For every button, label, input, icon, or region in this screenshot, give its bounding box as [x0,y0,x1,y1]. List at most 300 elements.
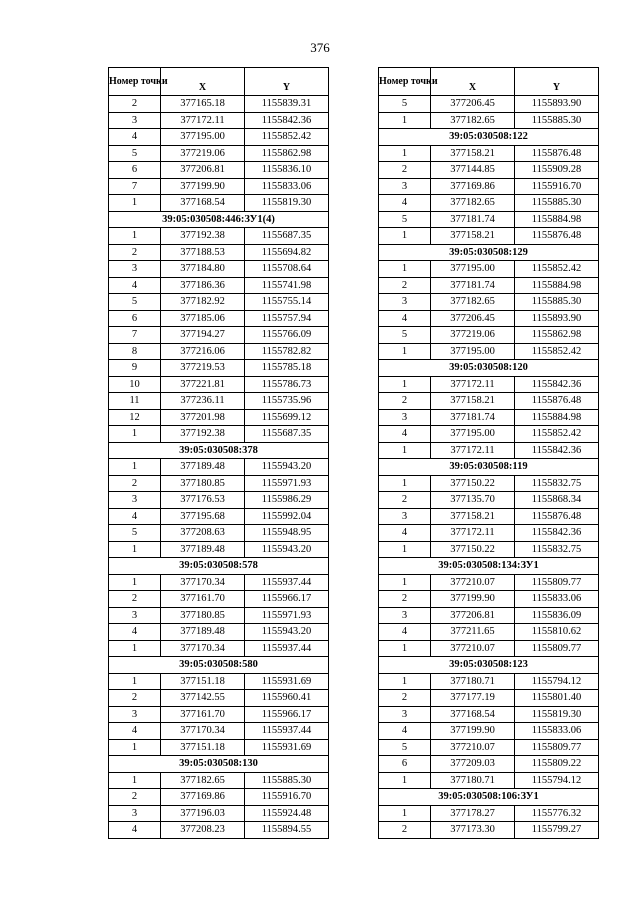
header-y: Y [515,68,599,96]
cadastral-number: 39:05:030508:446:ЗУ1(4) [109,211,329,228]
x-coordinate-cell: 377172.11 [431,376,515,393]
y-coordinate-cell: 1155839.31 [245,96,329,113]
point-number-cell: 5 [109,145,161,162]
table-header-row [109,68,329,96]
page-number: 376 [310,40,330,55]
y-coordinate-cell: 1155884.98 [515,277,599,294]
table-row [109,376,329,393]
x-coordinate-cell: 377199.90 [431,591,515,608]
table-row [109,607,329,624]
point-number-cell: 1 [379,376,431,393]
x-coordinate-cell: 377216.06 [161,343,245,360]
point-number-cell: 2 [379,393,431,410]
table-row [379,162,599,179]
point-number-cell: 7 [109,327,161,344]
table-header-row [379,68,599,96]
y-coordinate-cell: 1155852.42 [515,261,599,278]
table-row [379,706,599,723]
x-coordinate-cell: 377181.74 [431,211,515,228]
y-coordinate-cell: 1155782.82 [245,343,329,360]
x-coordinate-cell: 377177.19 [431,690,515,707]
y-coordinate-cell: 1155735.96 [245,393,329,410]
point-number-cell: 6 [109,310,161,327]
table-row [379,822,599,839]
table-row [379,640,599,657]
x-coordinate-cell: 377180.71 [431,673,515,690]
y-coordinate-cell: 1155842.36 [515,376,599,393]
x-coordinate-cell: 377195.00 [431,261,515,278]
point-number-cell: 1 [379,145,431,162]
y-coordinate-cell: 1155862.98 [515,327,599,344]
x-coordinate-cell: 377144.85 [431,162,515,179]
point-number-cell: 2 [379,690,431,707]
table-row [109,129,329,146]
y-coordinate-cell: 1155862.98 [245,145,329,162]
point-number-cell: 9 [109,360,161,377]
table-row [109,228,329,245]
x-coordinate-cell: 377210.07 [431,640,515,657]
x-coordinate-cell: 377172.11 [431,525,515,542]
y-coordinate-cell: 1155809.77 [515,574,599,591]
y-coordinate-cell: 1155786.73 [245,376,329,393]
x-coordinate-cell: 377208.63 [161,525,245,542]
table-row [109,574,329,591]
y-coordinate-cell: 1155931.69 [245,739,329,756]
point-number-cell: 3 [379,294,431,311]
x-coordinate-cell: 377199.90 [431,723,515,740]
table-row [109,162,329,179]
section-row [109,558,329,575]
point-number-cell: 1 [109,426,161,443]
point-number-cell: 4 [379,195,431,212]
y-coordinate-cell: 1155885.30 [515,112,599,129]
y-coordinate-cell: 1155801.40 [515,690,599,707]
point-number-cell: 3 [109,112,161,129]
point-number-cell: 1 [379,112,431,129]
x-coordinate-cell: 377188.53 [161,244,245,261]
y-coordinate-cell: 1155960.41 [245,690,329,707]
table-row [109,409,329,426]
x-coordinate-cell: 377182.65 [431,195,515,212]
x-coordinate-cell: 377158.21 [431,228,515,245]
table-row [379,145,599,162]
y-coordinate-cell: 1155766.09 [245,327,329,344]
table-row [109,327,329,344]
point-number-cell: 4 [109,508,161,525]
table-row [109,393,329,410]
point-number-cell: 4 [109,624,161,641]
section-row [379,789,599,806]
y-coordinate-cell: 1155943.20 [245,459,329,476]
x-coordinate-cell: 377181.74 [431,277,515,294]
table-row [379,739,599,756]
point-number-cell: 12 [109,409,161,426]
point-number-cell: 3 [379,706,431,723]
point-number-cell: 1 [109,459,161,476]
x-coordinate-cell: 377192.38 [161,228,245,245]
point-number-cell: 7 [109,178,161,195]
y-coordinate-cell: 1155687.35 [245,228,329,245]
table-row [109,343,329,360]
x-coordinate-cell: 377206.45 [431,310,515,327]
y-coordinate-cell: 1155943.20 [245,624,329,641]
point-number-cell: 3 [109,706,161,723]
table-row [109,624,329,641]
table-row [109,244,329,261]
y-coordinate-cell: 1155687.35 [245,426,329,443]
point-number-cell: 3 [379,607,431,624]
x-coordinate-cell: 377161.70 [161,591,245,608]
x-coordinate-cell: 377211.65 [431,624,515,641]
point-number-cell: 5 [109,294,161,311]
point-number-cell: 2 [109,591,161,608]
table-row [379,607,599,624]
point-number-cell: 4 [379,723,431,740]
point-number-cell: 5 [379,327,431,344]
y-coordinate-cell: 1155885.30 [515,294,599,311]
x-coordinate-cell: 377178.27 [431,805,515,822]
table-row [109,294,329,311]
cadastral-number: 39:05:030508:129 [379,244,599,261]
y-coordinate-cell: 1155937.44 [245,574,329,591]
point-number-cell: 3 [379,409,431,426]
cadastral-number: 39:05:030508:123 [379,657,599,674]
y-coordinate-cell: 1155876.48 [515,228,599,245]
y-coordinate-cell: 1155833.06 [515,591,599,608]
y-coordinate-cell: 1155852.42 [245,129,329,146]
y-coordinate-cell: 1155810.62 [515,624,599,641]
x-coordinate-cell: 377189.48 [161,624,245,641]
y-coordinate-cell: 1155757.94 [245,310,329,327]
y-coordinate-cell: 1155931.69 [245,673,329,690]
table-row [379,525,599,542]
x-coordinate-cell: 377135.70 [431,492,515,509]
table-row [379,310,599,327]
point-number-cell: 3 [109,805,161,822]
point-number-cell: 1 [109,195,161,212]
x-coordinate-cell: 377151.18 [161,673,245,690]
x-coordinate-cell: 377176.53 [161,492,245,509]
header-y: Y [245,68,329,96]
y-coordinate-cell: 1155836.09 [515,607,599,624]
y-coordinate-cell: 1155937.44 [245,723,329,740]
table-row [109,541,329,558]
table-row [109,706,329,723]
table-row [379,343,599,360]
y-coordinate-cell: 1155842.36 [515,442,599,459]
x-coordinate-cell: 377206.81 [431,607,515,624]
table-row [379,327,599,344]
cadastral-number: 39:05:030508:119 [379,459,599,476]
x-coordinate-cell: 377150.22 [431,541,515,558]
point-number-cell: 2 [109,475,161,492]
x-coordinate-cell: 377189.48 [161,541,245,558]
table-row [379,772,599,789]
x-coordinate-cell: 377186.36 [161,277,245,294]
point-number-cell: 4 [109,277,161,294]
point-number-cell: 4 [109,822,161,839]
table-row [109,195,329,212]
x-coordinate-cell: 377236.11 [161,393,245,410]
y-coordinate-cell: 1155842.36 [245,112,329,129]
table-row [109,673,329,690]
x-coordinate-cell: 377170.34 [161,574,245,591]
x-coordinate-cell: 377173.30 [431,822,515,839]
table-row [379,723,599,740]
y-coordinate-cell: 1155832.75 [515,541,599,558]
point-number-cell: 5 [109,525,161,542]
y-coordinate-cell: 1155833.06 [515,723,599,740]
table-row [379,261,599,278]
x-coordinate-cell: 377182.65 [431,294,515,311]
section-row [379,244,599,261]
section-row [109,442,329,459]
y-coordinate-cell: 1155876.48 [515,145,599,162]
point-number-cell: 5 [379,96,431,113]
x-coordinate-cell: 377199.90 [161,178,245,195]
y-coordinate-cell: 1155819.30 [515,706,599,723]
point-number-cell: 3 [109,261,161,278]
table-row [109,492,329,509]
y-coordinate-cell: 1155708.64 [245,261,329,278]
header-point-number: Номер точки [379,68,431,96]
table-row [109,261,329,278]
y-coordinate-cell: 1155948.95 [245,525,329,542]
y-coordinate-cell: 1155785.18 [245,360,329,377]
y-coordinate-cell: 1155832.75 [515,475,599,492]
table-row [379,195,599,212]
table-row [379,426,599,443]
point-number-cell: 5 [379,211,431,228]
point-number-cell: 4 [379,525,431,542]
x-coordinate-cell: 377194.27 [161,327,245,344]
cadastral-number: 39:05:030508:378 [109,442,329,459]
y-coordinate-cell: 1155884.98 [515,409,599,426]
table-body-left [109,96,329,839]
point-number-cell: 1 [109,541,161,558]
table-row [379,690,599,707]
point-number-cell: 2 [379,591,431,608]
x-coordinate-cell: 377221.81 [161,376,245,393]
section-row [109,211,329,228]
y-coordinate-cell: 1155842.36 [515,525,599,542]
table-row [379,409,599,426]
table-row [109,723,329,740]
x-coordinate-cell: 377208.23 [161,822,245,839]
x-coordinate-cell: 377170.34 [161,723,245,740]
table-row [109,690,329,707]
table-row [379,574,599,591]
point-number-cell: 2 [109,96,161,113]
x-coordinate-cell: 377181.74 [431,409,515,426]
point-number-cell: 4 [379,310,431,327]
table-row [379,805,599,822]
section-row [379,459,599,476]
x-coordinate-cell: 377180.85 [161,475,245,492]
x-coordinate-cell: 377169.86 [161,789,245,806]
table-row [379,228,599,245]
table-row [109,112,329,129]
x-coordinate-cell: 377158.21 [431,393,515,410]
point-number-cell: 3 [109,607,161,624]
point-number-cell: 2 [379,277,431,294]
y-coordinate-cell: 1155876.48 [515,508,599,525]
x-coordinate-cell: 377201.98 [161,409,245,426]
y-coordinate-cell: 1155794.12 [515,673,599,690]
table-row [109,145,329,162]
point-number-cell: 2 [379,492,431,509]
y-coordinate-cell: 1155741.98 [245,277,329,294]
x-coordinate-cell: 377219.53 [161,360,245,377]
point-number-cell: 2 [109,244,161,261]
section-row [379,558,599,575]
point-number-cell: 6 [379,756,431,773]
x-coordinate-cell: 377195.00 [431,426,515,443]
section-row [109,756,329,773]
point-number-cell: 2 [379,162,431,179]
table-row [109,640,329,657]
point-number-cell: 1 [379,228,431,245]
x-coordinate-cell: 377210.07 [431,739,515,756]
y-coordinate-cell: 1155885.30 [245,772,329,789]
cadastral-number: 39:05:030508:106:ЗУ1 [379,789,599,806]
table-row [379,178,599,195]
header-x: X [161,68,245,96]
y-coordinate-cell: 1155893.90 [515,96,599,113]
x-coordinate-cell: 377180.85 [161,607,245,624]
cadastral-number: 39:05:030508:134:ЗУ1 [379,558,599,575]
cadastral-number: 39:05:030508:578 [109,558,329,575]
table-row [109,525,329,542]
y-coordinate-cell: 1155776.32 [515,805,599,822]
point-number-cell: 2 [379,822,431,839]
x-coordinate-cell: 377184.80 [161,261,245,278]
table-row [109,591,329,608]
x-coordinate-cell: 377182.65 [161,772,245,789]
point-number-cell: 1 [379,541,431,558]
y-coordinate-cell: 1155809.77 [515,640,599,657]
y-coordinate-cell: 1155876.48 [515,393,599,410]
table-row [379,756,599,773]
y-coordinate-cell: 1155971.93 [245,607,329,624]
point-number-cell: 1 [379,805,431,822]
table-row [109,360,329,377]
x-coordinate-cell: 377206.45 [431,96,515,113]
y-coordinate-cell: 1155809.22 [515,756,599,773]
table-row [379,508,599,525]
y-coordinate-cell: 1155852.42 [515,343,599,360]
y-coordinate-cell: 1155694.82 [245,244,329,261]
point-number-cell: 1 [109,673,161,690]
y-coordinate-cell: 1155833.06 [245,178,329,195]
y-coordinate-cell: 1155986.29 [245,492,329,509]
table-row [379,673,599,690]
x-coordinate-cell: 377219.06 [431,327,515,344]
y-coordinate-cell: 1155699.12 [245,409,329,426]
point-number-cell: 5 [379,739,431,756]
point-number-cell: 1 [109,228,161,245]
table-row [109,805,329,822]
table-row [109,789,329,806]
table-row [379,96,599,113]
table-row [379,112,599,129]
x-coordinate-cell: 377182.92 [161,294,245,311]
x-coordinate-cell: 377158.21 [431,145,515,162]
y-coordinate-cell: 1155916.70 [245,789,329,806]
x-coordinate-cell: 377219.06 [161,145,245,162]
x-coordinate-cell: 377195.00 [161,129,245,146]
point-number-cell: 1 [379,772,431,789]
y-coordinate-cell: 1155819.30 [245,195,329,212]
x-coordinate-cell: 377195.68 [161,508,245,525]
y-coordinate-cell: 1155966.17 [245,591,329,608]
x-coordinate-cell: 377170.34 [161,640,245,657]
point-number-cell: 1 [379,343,431,360]
table-row [109,459,329,476]
point-number-cell: 8 [109,343,161,360]
y-coordinate-cell: 1155894.55 [245,822,329,839]
point-number-cell: 4 [379,426,431,443]
x-coordinate-cell: 377165.18 [161,96,245,113]
point-number-cell: 1 [109,772,161,789]
table-row [379,541,599,558]
x-coordinate-cell: 377195.00 [431,343,515,360]
point-number-cell: 4 [109,129,161,146]
point-number-cell: 1 [379,640,431,657]
point-number-cell: 2 [109,690,161,707]
point-number-cell: 3 [379,178,431,195]
x-coordinate-cell: 377172.11 [161,112,245,129]
x-coordinate-cell: 377180.71 [431,772,515,789]
cadastral-number: 39:05:030508:580 [109,657,329,674]
y-coordinate-cell: 1155799.27 [515,822,599,839]
table-row [109,426,329,443]
table-row [379,294,599,311]
x-coordinate-cell: 377182.65 [431,112,515,129]
x-coordinate-cell: 377189.48 [161,459,245,476]
cadastral-number: 39:05:030508:122 [379,129,599,146]
cadastral-number: 39:05:030508:120 [379,360,599,377]
cadastral-number: 39:05:030508:130 [109,756,329,773]
point-number-cell: 1 [379,442,431,459]
point-number-cell: 1 [109,739,161,756]
table-row [109,310,329,327]
point-number-cell: 4 [379,624,431,641]
y-coordinate-cell: 1155971.93 [245,475,329,492]
y-coordinate-cell: 1155943.20 [245,541,329,558]
x-coordinate-cell: 377209.03 [431,756,515,773]
y-coordinate-cell: 1155836.10 [245,162,329,179]
table-row [379,591,599,608]
section-row [379,129,599,146]
table-row [109,739,329,756]
table-row [109,96,329,113]
x-coordinate-cell: 377142.55 [161,690,245,707]
table-row [379,475,599,492]
point-number-cell: 1 [379,574,431,591]
table-row [379,492,599,509]
x-coordinate-cell: 377210.07 [431,574,515,591]
point-number-cell: 11 [109,393,161,410]
point-number-cell: 1 [379,475,431,492]
y-coordinate-cell: 1155852.42 [515,426,599,443]
y-coordinate-cell: 1155966.17 [245,706,329,723]
y-coordinate-cell: 1155992.04 [245,508,329,525]
table-row [109,508,329,525]
x-coordinate-cell: 377172.11 [431,442,515,459]
y-coordinate-cell: 1155909.28 [515,162,599,179]
point-number-cell: 10 [109,376,161,393]
